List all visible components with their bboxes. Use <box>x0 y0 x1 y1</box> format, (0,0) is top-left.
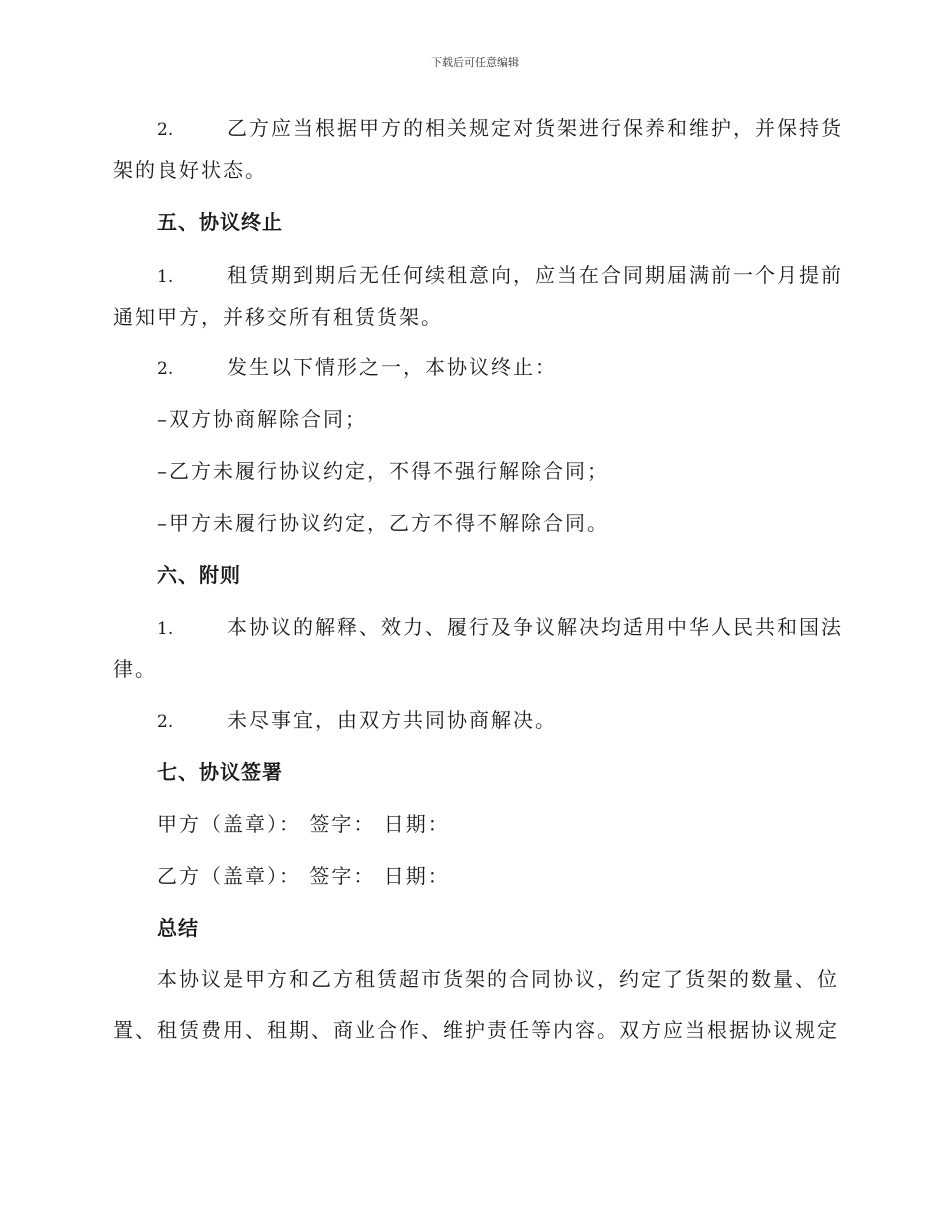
item-number: 2. <box>157 712 174 732</box>
section5-bullet-1: –双方协商解除合同； <box>157 407 367 431</box>
section6-item2: 2. 未尽事宜，由双方共同协商解决。 <box>157 707 833 735</box>
section6-item1-line2: 律。 <box>113 657 157 681</box>
section5-bullet-3: –甲方未履行协议约定，乙方不得不解除合同。 <box>157 511 609 535</box>
party-b-signature-line: 乙方（盖章）： 签字： 日期： <box>157 864 450 888</box>
page-header: 下载后可任意编辑 <box>431 56 519 69</box>
item-number: 1. <box>157 619 174 639</box>
item-number: 2. <box>157 120 174 140</box>
section5-item2: 2. 发生以下情形之一，本协议终止： <box>157 354 833 382</box>
section5-item1-line2: 通知甲方，并移交所有租赁货架。 <box>113 305 443 329</box>
item-number: 1. <box>157 267 174 287</box>
summary-heading: 总结 <box>157 916 199 940</box>
section5-item1-line1: 1. 租赁期到期后无任何续租意向，应当在合同期届满前一个月提前 <box>157 262 833 290</box>
section4-item2-line2: 架的良好状态。 <box>113 158 267 182</box>
section5-heading: 五、协议终止 <box>157 210 283 234</box>
summary-line2: 置、租赁费用、租期、商业合作、维护责任等内容。双方应当根据协议规定 <box>113 1018 839 1042</box>
section5-bullet-2: –乙方未履行协议约定，不得不强行解除合同； <box>157 459 609 483</box>
section7-heading: 七、协议签署 <box>157 760 283 784</box>
item-number: 2. <box>157 359 174 379</box>
summary-line1: 本协议是甲方和乙方租赁超市货架的合同协议，约定了货架的数量、位 <box>157 967 839 991</box>
section6-heading: 六、附则 <box>157 563 241 587</box>
party-a-signature-line: 甲方（盖章）： 签字： 日期： <box>157 812 450 836</box>
section6-item1-line1: 1. 本协议的解释、效力、履行及争议解决均适用中华人民共和国法 <box>157 614 833 642</box>
section4-item2-line1: 2. 乙方应当根据甲方的相关规定对货架进行保养和维护，并保持货 <box>157 115 833 143</box>
